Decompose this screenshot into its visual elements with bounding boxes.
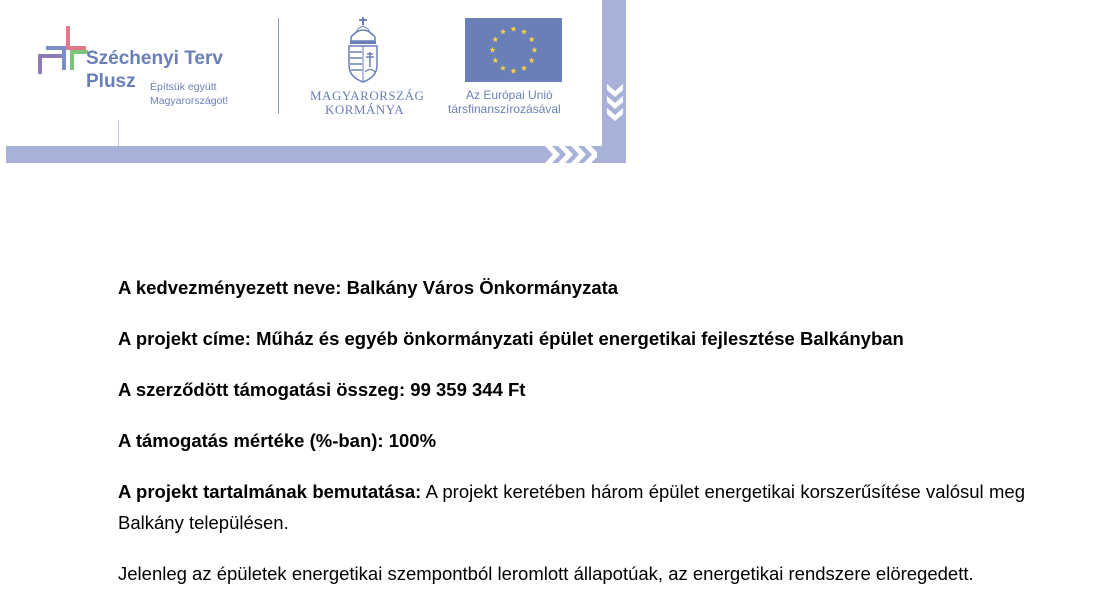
eu-star bbox=[521, 29, 527, 35]
current-state-paragraph: Jelenleg az épületek energetikai szempontból leromlott állapotúak, az energetikai rendszere elöregedett. bbox=[118, 563, 974, 584]
eu-star bbox=[510, 68, 516, 74]
project-title-label: A projekt címe: bbox=[118, 328, 251, 349]
government-name-line1: MAGYARORSZÁG bbox=[310, 88, 425, 103]
contracted-amount-label: A szerződött támogatási összeg: bbox=[118, 379, 406, 400]
eu-star bbox=[500, 65, 506, 71]
szechenyi-title: Széchenyi Terv bbox=[86, 48, 223, 69]
eu-stars-icon bbox=[465, 18, 562, 82]
szechenyi-tagline-2: Magyarországot! bbox=[150, 95, 229, 107]
beneficiary-value: Balkány Város Önkormányzata bbox=[346, 277, 619, 298]
banner-frame-bottom bbox=[6, 146, 626, 163]
beneficiary-label: A kedvezményezett neve: bbox=[118, 277, 342, 298]
project-content-paragraph bbox=[118, 476, 1025, 538]
project-title-value: Műház és egyéb önkormányzati épület energetikai fejlesztése Balkányban bbox=[256, 328, 904, 349]
project-content-label: A projekt tartalmának bemutatása: bbox=[118, 481, 422, 502]
banner-guide-line bbox=[118, 120, 119, 146]
szechenyi-tagline-1: Építsük együtt bbox=[150, 81, 217, 93]
eu-star bbox=[510, 26, 516, 32]
support-rate-line bbox=[118, 425, 1025, 456]
project-title-line bbox=[118, 323, 1025, 354]
beneficiary-line bbox=[118, 272, 1025, 303]
eu-star bbox=[489, 47, 495, 53]
government-name-line2: KORMÁNYA bbox=[325, 102, 405, 117]
eu-star bbox=[492, 57, 498, 63]
chevron-right-icon bbox=[545, 146, 597, 163]
coat-of-arms-icon bbox=[346, 17, 380, 83]
project-content-text: A projekt keretében három épület energetikai korszerűsítése valósul meg Balkány településen. bbox=[118, 481, 1026, 533]
eu-star bbox=[529, 57, 535, 63]
contracted-amount-value: 99 359 344 Ft bbox=[410, 379, 526, 400]
szechenyi-title-plusz: Plusz bbox=[86, 71, 136, 92]
logo-divider bbox=[278, 18, 279, 114]
eu-flag-icon bbox=[465, 18, 562, 82]
document-body bbox=[118, 272, 1025, 609]
eu-star bbox=[521, 65, 527, 71]
eu-cofinancing-line2: társfinanszírozásával bbox=[448, 102, 561, 116]
support-rate-value: 100% bbox=[388, 430, 437, 451]
banner-frame-right bbox=[602, 0, 626, 163]
eu-cofinancing-line1: Az Európai Unió bbox=[466, 88, 553, 102]
contracted-amount-line bbox=[118, 374, 1025, 405]
eu-star bbox=[500, 29, 506, 35]
eu-star bbox=[529, 36, 535, 42]
support-rate-label: A támogatás mértéke (%-ban): bbox=[118, 430, 384, 451]
eu-star bbox=[492, 36, 498, 42]
chevron-down-icon bbox=[607, 84, 623, 128]
eu-star bbox=[531, 47, 537, 53]
